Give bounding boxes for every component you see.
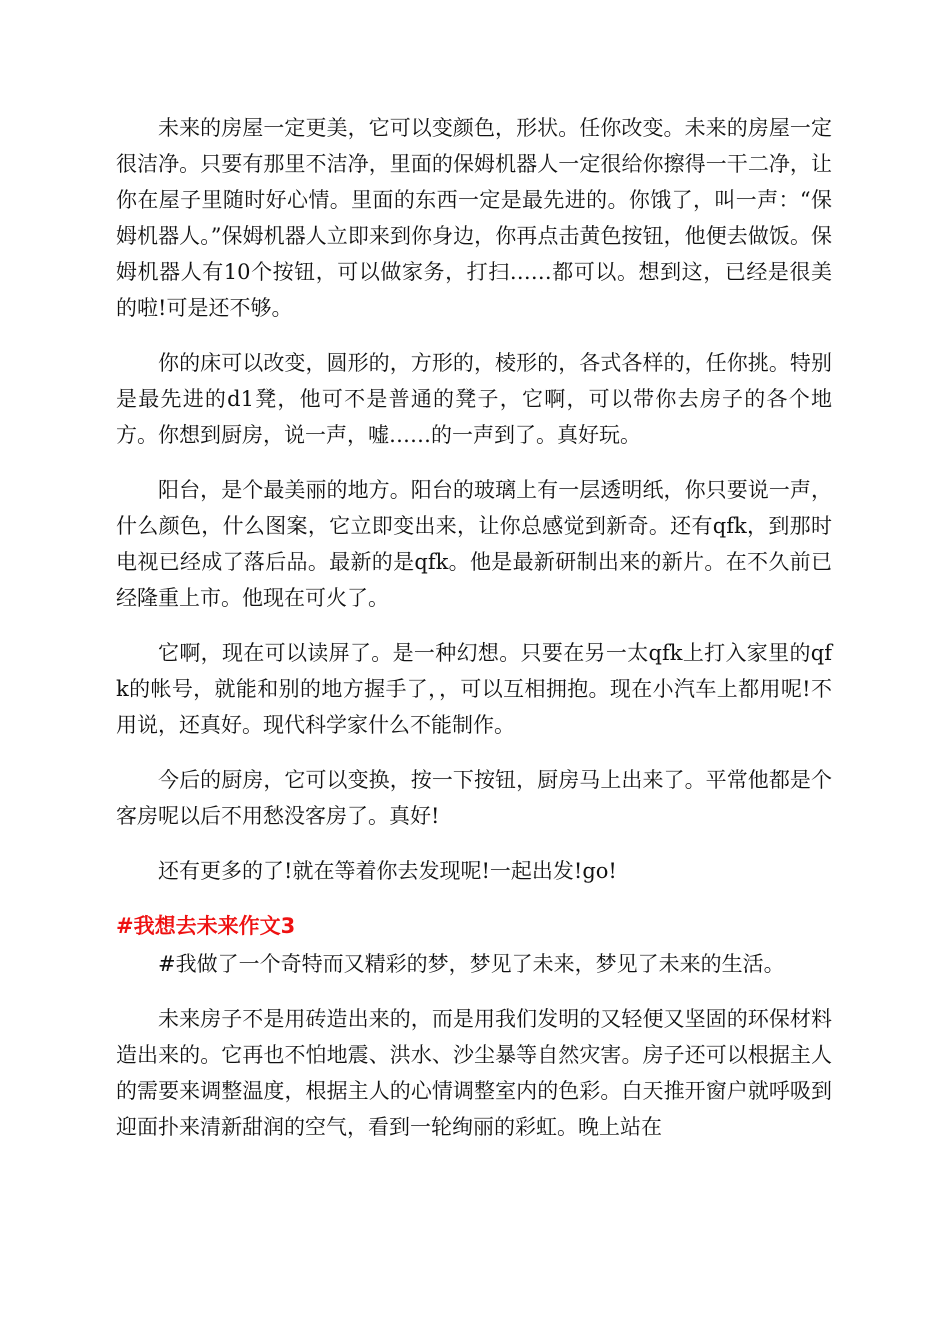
paragraph: 阳台，是个最美丽的地方。阳台的玻璃上有一层透明纸，你只要说一声，什么颜色，什么图案，它立即变出来，让你总感觉到新奇。还有qfk，到那时电视已经成了落后品。最新的是qfk。他是最新研制出来的新片。在不久前已经隆重上市。他现在可火了。	[116, 478, 832, 610]
paragraph: 它啊，现在可以读屏了。是一种幻想。只要在另一太qfk上打入家里的qfk的帐号，就能和别的地方握手了，，可以互相拥抱。现在小汽车上都用呢!不用说，还真好。现代科学家什么不能制作。	[116, 641, 832, 737]
paragraph: 未来房子不是用砖造出来的，而是用我们发明的又轻便又坚固的环保材料造出来的。它再也不怕地震、洪水、沙尘暴等自然灾害。房子还可以根据主人的需要来调整温度，根据主人的心情调整室内的色彩。白天推开窗户就呼吸到迎面扑来清新甜润的空气，看到一轮绚丽的彩虹。晚上站在	[116, 1007, 832, 1139]
paragraph: 未来的房屋一定更美，它可以变颜色，形状。任你改变。未来的房屋一定很洁净。只要有那里不洁净，里面的保姆机器人一定很给你擦得一干二净，让你在屋子里随时好心情。里面的东西一定是最先进的。你饿了，叫一声：“保姆机器人。”保姆机器人立即来到你身边，你再点击黄色按钮，他便去做饭。保姆机器人有10个按钮，可以做家务，打扫……都可以。想到这，已经是很美的啦!可是还不够。	[116, 116, 832, 320]
paragraph: 还有更多的了!就在等着你去发现呢!一起出发!go!	[158, 859, 617, 883]
paragraph: 今后的厨房，它可以变换，按一下按钮，厨房马上出来了。平常他都是个客房呢以后不用愁没客房了。真好!	[116, 768, 832, 828]
section-heading: #我想去未来作文3	[116, 914, 296, 938]
document-body	[116, 110, 832, 1164]
paragraph: #我做了一个奇特而又精彩的梦，梦见了未来，梦见了未来的生活。	[158, 952, 785, 976]
paragraph: 你的床可以改变，圆形的，方形的，棱形的，各式各样的，任你挑。特别是最先进的d1凳，他可不是普通的凳子，它啊，可以带你去房子的各个地方。你想到厨房，说一声，嘘……的一声到了。真好玩。	[116, 351, 832, 447]
